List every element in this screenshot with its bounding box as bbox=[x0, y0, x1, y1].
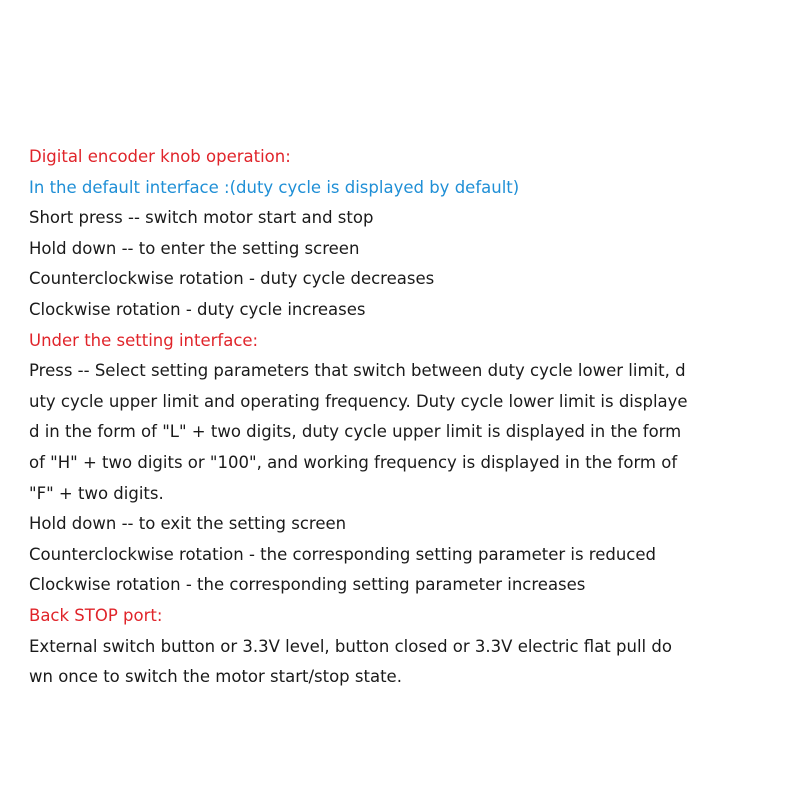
text-line-ccw-default: Counterclockwise rotation - duty cycle decreases bbox=[29, 269, 435, 289]
section-heading-back-stop-port: Back STOP port: bbox=[29, 605, 163, 625]
text-line-press-select-1: Press -- Select setting parameters that switch between duty cycle lower limit, d bbox=[29, 361, 686, 381]
text-line-stop-port-1: External switch button or 3.3V level, button closed or 3.3V electric flat pull do bbox=[29, 636, 672, 656]
subheading-default-interface: In the default interface :(duty cycle is displayed by default) bbox=[29, 177, 520, 197]
text-line-cw-default: Clockwise rotation - duty cycle increases bbox=[29, 299, 366, 319]
text-line-hold-exit: Hold down -- to exit the setting screen bbox=[29, 514, 347, 534]
text-line-cw-setting: Clockwise rotation - the corresponding setting parameter increases bbox=[29, 575, 586, 595]
text-line-press-select-3: d in the form of "L" + two digits, duty cycle upper limit is displayed in the form bbox=[29, 422, 682, 442]
instruction-text-block bbox=[29, 142, 774, 693]
section-heading-setting-interface: Under the setting interface: bbox=[29, 330, 259, 350]
text-line-stop-port-2: wn once to switch the motor start/stop state. bbox=[29, 667, 402, 687]
text-line-press-select-4: of "H" + two digits or "100", and working frequency is displayed in the form of bbox=[29, 452, 678, 472]
text-line-ccw-setting: Counterclockwise rotation - the corresponding setting parameter is reduced bbox=[29, 544, 657, 564]
text-line-press-select-2: uty cycle upper limit and operating frequency. Duty cycle lower limit is displaye bbox=[29, 391, 688, 411]
text-line-short-press: Short press -- switch motor start and stop bbox=[29, 208, 374, 228]
text-line-hold-enter: Hold down -- to enter the setting screen bbox=[29, 238, 360, 258]
section-heading-knob-operation: Digital encoder knob operation: bbox=[29, 147, 291, 166]
text-line-press-select-5: "F" + two digits. bbox=[29, 483, 164, 503]
